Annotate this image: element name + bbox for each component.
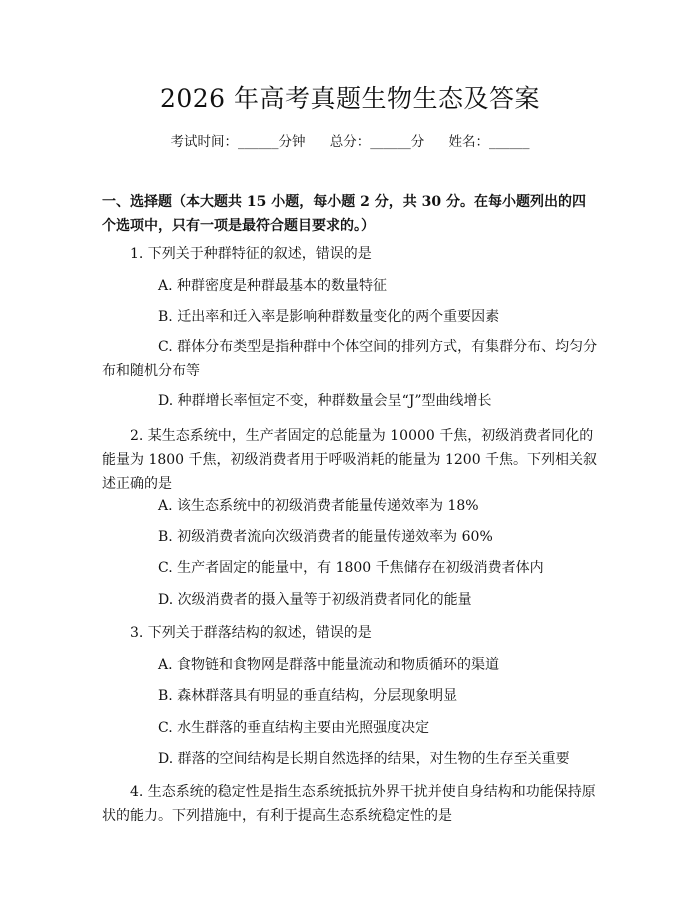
question-2-option-c: C. 生产者固定的能量中，有 1800 千焦储存在初级消费者体内	[158, 560, 544, 576]
question-2-option-d: D. 次级消费者的摄入量等于初级消费者同化的能量	[158, 592, 472, 608]
question-3-option-d: D. 群落的空间结构是长期自然选择的结果，对生物的生存至关重要	[158, 751, 570, 767]
question-2-option-b: B. 初级消费者流向次级消费者的能量传递效率为 60%	[158, 529, 493, 545]
question-1-stem: 1. 下列关于种群特征的叙述，错误的是	[130, 246, 372, 262]
page-title: 2026 年高考真题生物生态及答案	[159, 84, 541, 113]
question-3-option-c: C. 水生群落的垂直结构主要由光照强度决定	[158, 720, 430, 736]
question-1-option-b: B. 迁出率和迁入率是影响种群数量变化的两个重要因素	[158, 309, 500, 325]
question-2-stem: 2. 某生态系统中，生产者固定的总能量为 10000 千焦，初级消费者同化的能量为 1800 千焦，初级消费者用于呼吸消耗的能量为 1200 千焦。下列相关叙述正确的是	[102, 428, 598, 492]
question-1-option-c: C. 群体分布类型是指种群中个体空间的排列方式，有集群分布、均匀分布和随机分布等	[102, 339, 598, 379]
exam-info-line	[0, 132, 700, 152]
total-score-field: 总分：______分	[329, 134, 425, 150]
question-1-option-a: A. 种群密度是种群最基本的数量特征	[158, 278, 388, 294]
student-name-field: 姓名：______	[448, 134, 530, 150]
exam-time-field: 考试时间：______分钟	[170, 134, 306, 150]
question-4-stem: 4. 生态系统的稳定性是指生态系统抵抗外界干扰并使自身结构和功能保持原状的能力。下列措施中，有利于提高生态系统稳定性的是	[102, 784, 596, 824]
question-3-stem: 3. 下列关于群落结构的叙述，错误的是	[130, 625, 372, 641]
question-3-option-a: A. 食物链和食物网是群落中能量流动和物质循环的渠道	[158, 657, 500, 673]
question-3-option-b: B. 森林群落具有明显的垂直结构，分层现象明显	[158, 688, 458, 704]
question-2-option-a: A. 该生态系统中的初级消费者能量传递效率为 18%	[158, 498, 479, 514]
section-heading: 一、选择题（本大题共 15 小题，每小题 2 分，共 30 分。在每小题列出的四个选项中，只有一项是最符合题目要求的。）	[102, 194, 586, 234]
question-1-option-d: D. 种群增长率恒定不变，种群数量会呈“J”型曲线增长	[158, 393, 492, 409]
